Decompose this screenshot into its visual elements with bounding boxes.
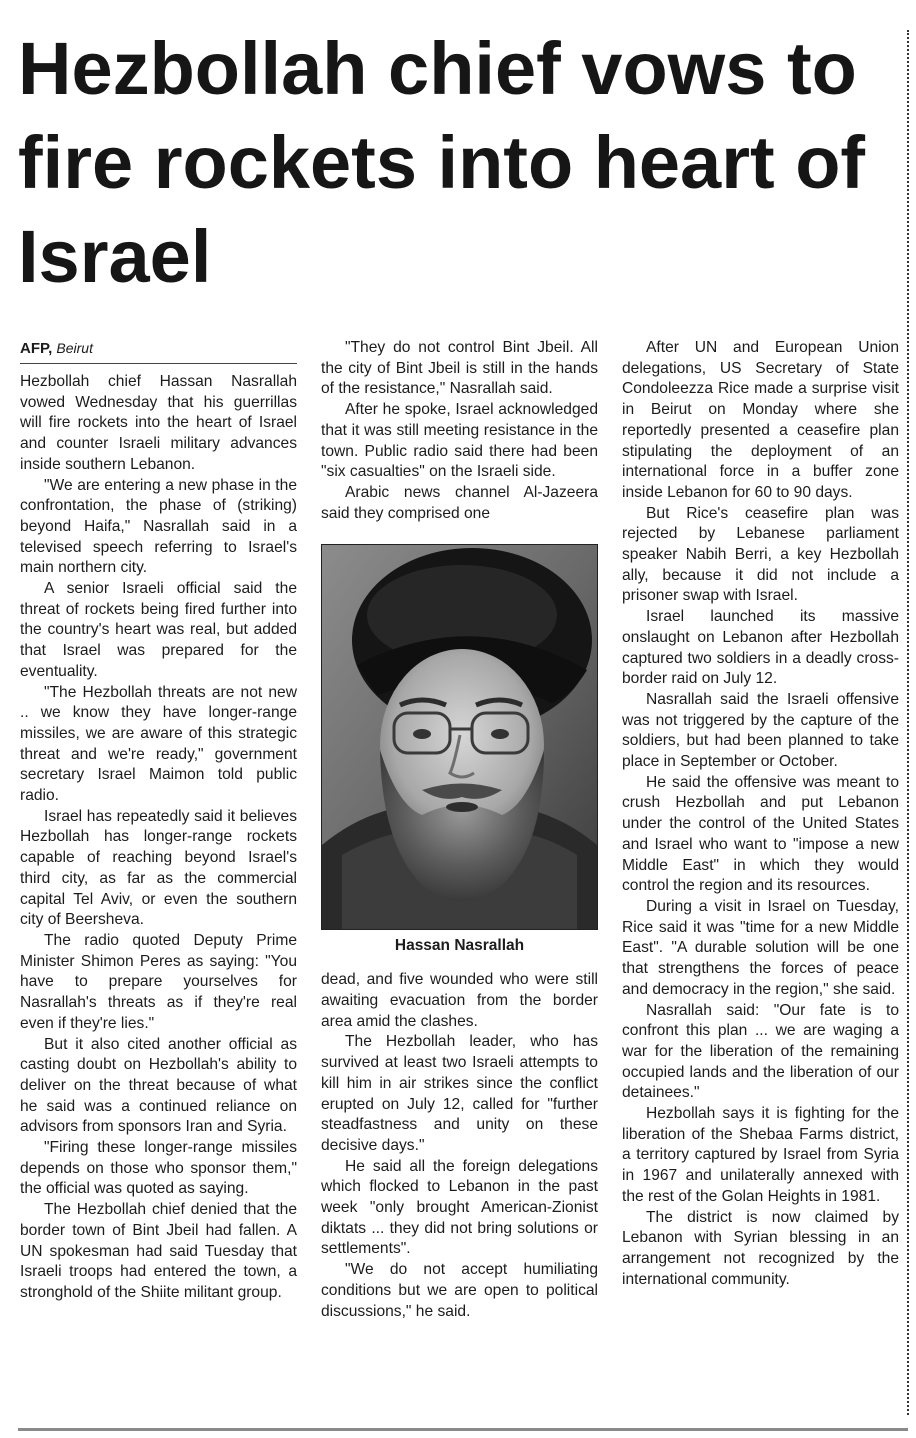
paragraph: "They do not control Bint Jbeil. All the city of Bint Jbeil is still in the hands of the resistance," Nasrallah said. bbox=[321, 339, 598, 398]
portrait-photo bbox=[321, 544, 598, 930]
paragraph: Nasrallah said the Israeli offensive was not triggered by the capture of the soldiers, but had been planned to take place in September or October. bbox=[622, 690, 899, 771]
headline: Hezbollah chief vows to fire rockets into heart of Israel bbox=[18, 27, 866, 298]
paragraph: "Firing these longer-range missiles depends on those who sponsor them," the official was quoted as saying. bbox=[20, 1139, 297, 1198]
column-divider-dotted bbox=[907, 30, 909, 1415]
paragraph: After UN and European Union delegations, US Secretary of State Condoleezza Rice made a surprise visit in Beirut on Monday where she reportedly presented a ceasefire plan stipulating the deployment of an international force in a buffer zone inside Lebanon for 60 to 90 days. bbox=[622, 339, 899, 501]
paragraph: "The Hezbollah threats are not new .. we know they have longer-range missiles, we are aware of this strategic threat and we're ready," government secretary Israel Maimon told public radio. bbox=[20, 683, 297, 805]
paragraph: After he spoke, Israel acknowledged that it was still meeting resistance in the town. Public radio said there had been "six casualties" on the Israeli side. bbox=[321, 401, 598, 481]
paragraph: The radio quoted Deputy Prime Minister Shimon Peres as saying: "You have to prepare yourselves for Nasrallah's threats as if they're real even if they're lies." bbox=[20, 931, 297, 1032]
byline-agency: AFP, bbox=[20, 340, 53, 357]
paragraph: A senior Israeli official said the threat of rockets being fired further into the country's heart was real, but added that Israel was prepared for the eventuality. bbox=[20, 580, 297, 680]
photo-caption: Hassan Nasrallah bbox=[394, 937, 525, 955]
paragraph: Arabic news channel Al-Jazeera said they comprised one bbox=[321, 483, 598, 522]
paragraph: Hezbollah chief Hassan Nasrallah vowed Wednesday that his guerrillas will fire rockets into the heart of Israel and counter Israeli military advances inside southern Lebanon. bbox=[20, 373, 297, 473]
paragraph: The Hezbollah leader, who has survived at least two Israeli attempts to kill him in air strikes since the conflict erupted on July 12, called for "further steadfastness and unity on these decisive days." bbox=[321, 1033, 598, 1154]
byline-city: Beirut bbox=[56, 340, 93, 356]
byline bbox=[20, 338, 297, 364]
paragraph: But Rice's ceasefire plan was rejected by Lebanese parliament speaker Nabih Berri, a key Hezbollah ally, because it did not include a prisoner swap with Israel. bbox=[622, 504, 899, 605]
paragraph: During a visit in Israel on Tuesday, Rice said it was "time for a new Middle East". "A durable solution will be one that strengthens the forces of peace and democracy in the region," she said. bbox=[622, 897, 899, 998]
article-column-2 bbox=[321, 338, 598, 1322]
article-column-3 bbox=[622, 338, 899, 1290]
portrait-illustration bbox=[322, 545, 597, 929]
paragraph: He said all the foreign delegations which flocked to Lebanon in the past week "only brought American-Zionist diktats ... they did not bring solutions or settlements". bbox=[321, 1157, 598, 1258]
paragraph: Israel launched its massive onslaught on Lebanon after Hezbollah captured two soldiers in a deadly cross-border raid on July 12. bbox=[622, 608, 899, 688]
paragraph: "We do not accept humiliating conditions but we are open to political discussions," he said. bbox=[321, 1261, 598, 1320]
bottom-rule bbox=[18, 1428, 908, 1431]
paragraph: The district is now claimed by Lebanon with Syrian blessing in an arrangement not recognized by the international community. bbox=[622, 1208, 899, 1288]
paragraph: The Hezbollah chief denied that the border town of Bint Jbeil had fallen. A UN spokesman had said Tuesday that Israeli troops had entered the town, a stronghold of the Shiite militant group. bbox=[20, 1201, 297, 1301]
paragraph: "We are entering a new phase in the confrontation, the phase of (striking) beyond Haifa," Nasrallah said in a televised speech referring to Israel's main northern city. bbox=[20, 476, 297, 577]
paragraph: dead, and five wounded who were still awaiting evacuation from the border area amid the clashes. bbox=[321, 971, 598, 1030]
paragraph: He said the offensive was meant to crush Hezbollah and put Lebanon under the control of the United States and Israel who want to "impose a new Middle East" in which they would control the region and its resources. bbox=[622, 773, 899, 895]
paragraph: Israel has repeatedly said it believes Hezbollah has longer-range rockets capable of reaching beyond Israel's third city, as far as the commercial capital Tel Aviv, or even the southern city of Beersheva. bbox=[20, 807, 297, 929]
paragraph: Hezbollah says it is fighting for the liberation of the Shebaa Farms district, a territory captured by Israel from Syria in 1967 and unilaterally annexed with the rest of the Golan Heights in 1981. bbox=[622, 1105, 899, 1205]
paragraph: But it also cited another official as casting doubt on Hezbollah's ability to deliver on the threat because of what he said was a continued reliance on advisors from sponsors Iran and Syria. bbox=[20, 1035, 297, 1136]
article-column-1 bbox=[20, 338, 297, 1304]
paragraph: Nasrallah said: "Our fate is to confront this plan ... we are waging a war for the liberation of the remaining occupied lands and the liberation of our detainees." bbox=[622, 1001, 899, 1102]
